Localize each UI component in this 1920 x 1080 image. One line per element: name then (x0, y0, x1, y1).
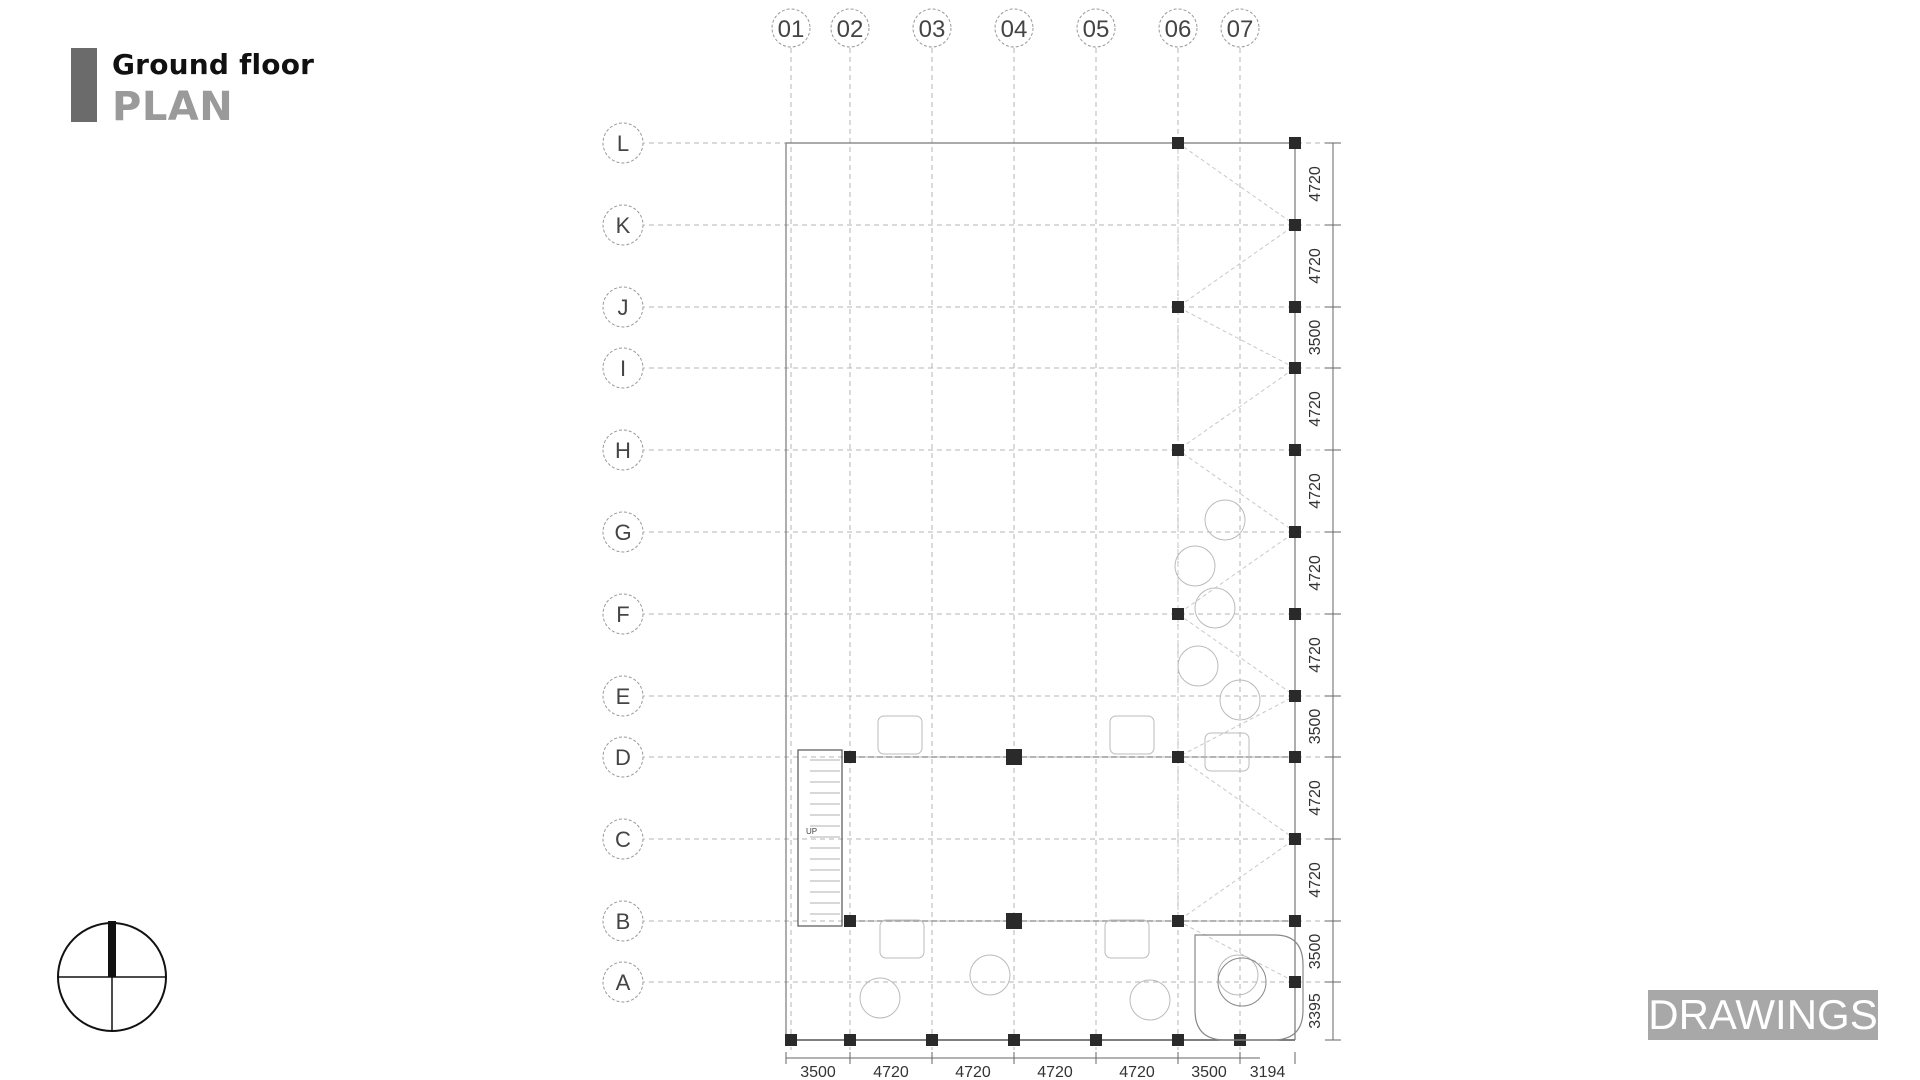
structural-column (1289, 751, 1301, 763)
pavilion (1195, 935, 1303, 1040)
structural-column (1172, 915, 1184, 927)
dimension-label-right: 3500 (1307, 933, 1324, 970)
dimension-label-right: 4720 (1307, 248, 1324, 284)
structural-column (844, 915, 856, 927)
dimension-label-right: 4720 (1307, 391, 1324, 427)
grid-label-row: E (615, 684, 631, 709)
structural-column (1289, 219, 1301, 231)
structural-column (1008, 1034, 1020, 1046)
building-outline (786, 143, 1295, 1040)
staircase (798, 750, 842, 926)
structural-column (1090, 1034, 1102, 1046)
dimension-label-right: 4720 (1307, 862, 1324, 898)
grid-label-row: L (616, 131, 630, 156)
grid-label-col: 04 (1000, 16, 1028, 43)
structural-column (1172, 301, 1184, 313)
grid-label-col: 07 (1226, 16, 1254, 43)
structural-column (1289, 526, 1301, 538)
grid-label-col: 03 (918, 16, 946, 43)
grid-label-row: A (615, 970, 631, 995)
tree-symbol (1178, 646, 1218, 686)
dimension-label-bottom: 3500 (1191, 1064, 1227, 1080)
grid-label-row: C (615, 827, 631, 852)
structural-column (1289, 915, 1301, 927)
furniture-block (880, 920, 924, 958)
tree-symbol (860, 978, 900, 1018)
dimension-label-right: 4720 (1307, 555, 1324, 591)
dimension-label-right: 4720 (1307, 637, 1324, 673)
grid-label-row: G (614, 520, 632, 545)
structural-column (785, 1034, 797, 1046)
tree-symbol (1218, 955, 1258, 995)
dimension-label-right: 3500 (1307, 708, 1324, 745)
furniture-block (1105, 920, 1149, 958)
plan-title: Ground floor (112, 48, 315, 81)
dimension-label-bottom: 4720 (955, 1064, 991, 1080)
dimension-label-right: 4720 (1307, 473, 1324, 509)
tree-symbol (1195, 588, 1235, 628)
structural-column (1172, 751, 1184, 763)
grid-label-row: J (617, 295, 629, 320)
structural-column (1172, 137, 1184, 149)
grid-label-row: I (619, 356, 627, 381)
tree-symbol (1205, 500, 1245, 540)
tree-symbol (1130, 980, 1170, 1020)
dimension-label-bottom: 3500 (800, 1064, 836, 1080)
plan-subtitle: PLAN (112, 84, 234, 130)
structural-column (1172, 608, 1184, 620)
structural-column (1006, 913, 1022, 929)
north-arrow-icon (55, 920, 170, 1035)
dimension-label-bottom: 3194 (1249, 1064, 1286, 1080)
structural-column (1172, 444, 1184, 456)
structural-column (1289, 690, 1301, 702)
tree-symbol (970, 955, 1010, 995)
structural-column (1289, 362, 1301, 374)
grid-label-col: 06 (1164, 16, 1192, 43)
grid-label-row: D (615, 745, 631, 770)
furniture-block (1205, 733, 1249, 771)
structural-column (1289, 444, 1301, 456)
structural-column (926, 1034, 938, 1046)
tree-symbol (1175, 546, 1215, 586)
grid-label-row: K (615, 213, 631, 238)
dimension-label-bottom: 4720 (1119, 1064, 1155, 1080)
grid-label-col: 05 (1082, 16, 1110, 43)
structural-column (1289, 833, 1301, 845)
structural-column (1289, 976, 1301, 988)
grid-label-row: B (615, 909, 631, 934)
dimension-label-bottom: 4720 (873, 1064, 909, 1080)
grid-label-col: 01 (777, 16, 805, 43)
grid-label-row: H (615, 438, 631, 463)
grid-label-row: F (616, 602, 630, 627)
dimension-label-right: 3500 (1307, 319, 1324, 356)
dimension-label-right: 4720 (1307, 166, 1324, 202)
structural-column (844, 1034, 856, 1046)
furniture-block (1110, 716, 1154, 754)
bracing-lines (1178, 143, 1295, 982)
structural-column (844, 751, 856, 763)
stair-up-label: UP (806, 827, 818, 836)
structural-column (1289, 301, 1301, 313)
dimension-label-right: 3395 (1307, 993, 1324, 1029)
furniture-block (878, 716, 922, 754)
dimension-label-right: 4720 (1307, 780, 1324, 816)
structural-column (1289, 608, 1301, 620)
grid-label-col: 02 (836, 16, 864, 43)
structural-column (1172, 1034, 1184, 1046)
dimension-label-bottom: 4720 (1037, 1064, 1073, 1080)
structural-column (1289, 137, 1301, 149)
structural-column (1006, 749, 1022, 765)
drawings-watermark: DRAWINGS (1648, 991, 1878, 1038)
